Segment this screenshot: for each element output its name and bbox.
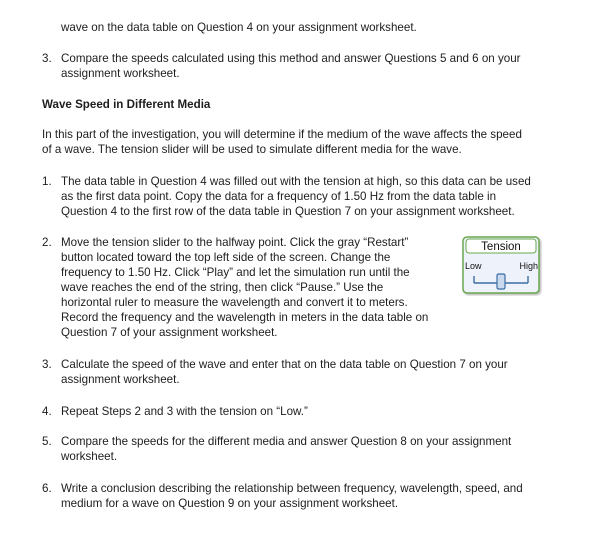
step-number: 3. xyxy=(42,358,52,371)
step-text-line: horizontal ruler to measure the wavelength and convert it to meters. xyxy=(61,296,408,309)
step-text-line: Record the frequency and the wavelength in meters in the data table on xyxy=(61,311,429,324)
step-text-line: Question 4 to the first row of the data table in Question 7 on your assignment worksheet. xyxy=(61,205,515,218)
step-text-line: Compare the speeds for the different media and answer Question 8 on your assignment xyxy=(61,435,512,448)
intro-text-line: In this part of the investigation, you will determine if the medium of the wave affects the speed xyxy=(42,128,522,141)
tension-low-label: Low xyxy=(465,261,482,271)
continuation-text: wave on the data table on Question 4 on your assignment worksheet. xyxy=(61,21,417,34)
step-text-line: Move the tension slider to the halfway point. Click the gray “Restart” xyxy=(61,236,409,249)
prev-step-text-line: assignment worksheet. xyxy=(61,67,180,80)
tension-slider-graphic xyxy=(462,236,542,296)
step-text-line: medium for a wave on Question 9 on your assignment worksheet. xyxy=(61,497,399,510)
section-heading: Wave Speed in Different Media xyxy=(42,98,211,111)
step-number: 4. xyxy=(42,405,52,418)
prev-step-text-line: Compare the speeds calculated using this method and answer Questions 5 and 6 on your xyxy=(61,52,521,65)
tension-slider-illustration xyxy=(462,236,542,296)
step-text-line: as the first data point. Copy the data for a frequency of 1.50 Hz from the data table in xyxy=(61,190,497,203)
step-text-line: frequency to 1.50 Hz. Click “Play” and let the simulation run until the xyxy=(61,266,410,279)
step-text-line: Write a conclusion describing the relationship between frequency, wavelength, speed, and xyxy=(61,482,523,495)
step-text-line: Question 7 of your assignment worksheet. xyxy=(61,326,278,339)
prev-step-number: 3. xyxy=(42,52,52,65)
step-number: 2. xyxy=(42,236,52,249)
step-number: 1. xyxy=(42,175,52,188)
step-text-line: worksheet. xyxy=(61,450,118,463)
tension-title: Tension xyxy=(481,241,521,253)
step-text-line: assignment worksheet. xyxy=(61,373,180,386)
tension-slider-knob xyxy=(497,274,505,289)
step-text-line: The data table in Question 4 was filled out with the tension at high, so this data can be used xyxy=(61,175,531,188)
step-text-line: Calculate the speed of the wave and enter that on the data table on Question 7 on your xyxy=(61,358,508,371)
step-text-line: Repeat Steps 2 and 3 with the tension on “Low.” xyxy=(61,405,308,418)
step-number: 6. xyxy=(42,482,52,495)
step-text-line: wave reaches the end of the string, then click “Pause.” Use the xyxy=(61,281,384,294)
step-number: 5. xyxy=(42,435,52,448)
tension-high-label: High xyxy=(519,261,538,271)
intro-text-line: of a wave. The tension slider will be used to simulate different media for the wave. xyxy=(42,143,462,156)
step-text-line: button located toward the top left side of the screen. Change the xyxy=(61,251,391,264)
